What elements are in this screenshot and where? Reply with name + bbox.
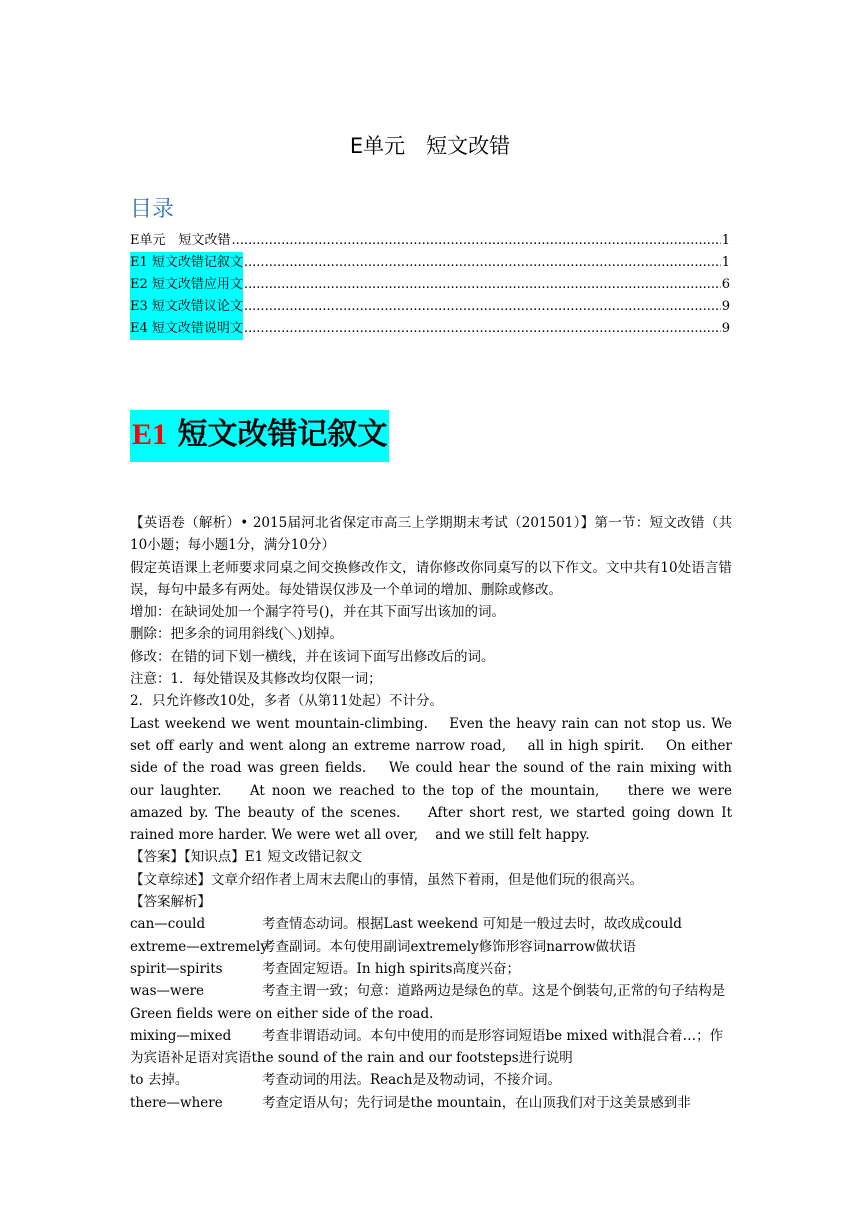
answer-item: [130, 980, 732, 1025]
toc-leader-dots: [244, 252, 721, 274]
answer-item-text: 考查主谓一致；句意：道路两边是绿色的草。这是个倒装句,正常的句子结构是Green fields were on either side of the road.: [130, 983, 726, 1022]
toc-entry[interactable]: [130, 274, 730, 296]
toc-entry-page: 9: [721, 321, 730, 336]
answer-analysis-heading: 【答案解析】: [130, 894, 211, 911]
toc-leader-dots: [244, 274, 721, 296]
add-rule: 增加：在缺词处加一个漏字符号()，并在其下面写出该加的词。: [130, 604, 506, 621]
toc-leader-dots: [244, 318, 721, 340]
toc-entry[interactable]: [130, 318, 730, 340]
answer-item-key: can—could: [130, 916, 206, 933]
answer-item-text: 考查非谓语动词。本句中使用的而是形容词短语be mixed with混合着…；作为宾语补足语对宾语the sound of the rain and our footsteps进行说明: [130, 1027, 724, 1067]
question-body: [130, 512, 737, 1114]
toc-leader-dots: [244, 296, 721, 318]
passage: Last weekend we went mountain-climbing. Even the heavy rain can not stop us. We set off early and went along an extreme narrow road, all in high spirit. On either side of the road was green fields. We could hear the sound of the rain mixing with our laughter. At noon we reached to the top of the mountain, there we were amazed by. The beauty of the scenes. After short rest, we started going down It rained more harder. We were wet all over, and we still felt happy.: [130, 715, 737, 844]
answer-item: [130, 1069, 732, 1091]
toc-heading: 目录: [130, 197, 175, 222]
toc-entry[interactable]: [130, 252, 730, 274]
toc-entry-label: E2 短文改错应用文: [130, 274, 243, 296]
answer-item-text: 考查副词。本句使用副词extremely修饰形容词narrow做状语: [262, 938, 637, 955]
answer-item-key: mixing—mixed: [130, 1027, 232, 1044]
answer-item-text: 考查定语从句；先行词是the mountain，在山顶我们对于这美景感到非: [262, 1094, 691, 1111]
toc-entry-label: E4 短文改错说明文: [130, 318, 243, 340]
question-source: 【英语卷（解析）• 2015届河北省保定市高三上学期期末考试（201501）】第一节：短文改错（共10小题；每小题1分，满分10分）: [130, 515, 732, 554]
toc-entry-page: 6: [721, 277, 730, 292]
answer-item-text: 考查动词的用法。Reach是及物动词，不接介词。: [262, 1072, 561, 1089]
answer-line: 【答案】【知识点】E1 短文改错记叙文: [130, 849, 362, 866]
answer-item-text: 考查情态动词。根据Last weekend 可知是一般过去时，故改成could: [262, 916, 682, 933]
question-instructions: 假定英语课上老师要求同桌之间交换修改作文，请你修改你同桌写的以下作文。文中共有10处语言错误，每句中最多有两处。每处错误仅涉及一个单词的增加、删除或修改。: [130, 559, 732, 598]
toc-entry-label: E1 短文改错记叙文: [130, 252, 243, 274]
modify-rule: 修改：在错的词下划一横线，并在该词下面写出修改后的词。: [130, 648, 495, 665]
document-title: E单元 短文改错: [349, 134, 511, 158]
answer-summary: 【文章综述】文章介绍作者上周末去爬山的事情，虽然下着雨，但是他们玩的很高兴。: [130, 871, 643, 888]
answer-item: [130, 1092, 732, 1114]
answer-item-key: spirit—spirits: [130, 960, 223, 977]
toc-entry-page: 1: [721, 233, 730, 248]
note-one: 注意：1．每处错误及其修改均仅限一词；: [130, 671, 382, 688]
toc-entry[interactable]: [130, 230, 730, 252]
table-of-contents: [130, 230, 730, 340]
answer-item: [130, 1025, 732, 1070]
section-heading: [130, 410, 389, 462]
toc-entry-page: 1: [721, 255, 730, 270]
toc-leader-dots: [232, 230, 721, 252]
answer-item-key: was—were: [130, 983, 205, 1000]
section-code: E1: [132, 418, 168, 451]
answer-item: [130, 913, 732, 935]
answer-item-text: 考查固定短语。In high spirits高度兴奋；: [262, 960, 520, 977]
answer-item-key: there—where: [130, 1094, 223, 1111]
delete-rule: 删除：把多余的词用斜线(＼)划掉。: [130, 626, 344, 643]
answer-item-key: extreme—extremely: [130, 938, 268, 955]
answer-item: [130, 958, 732, 980]
toc-entry[interactable]: [130, 296, 730, 318]
toc-entry-label: E3 短文改错议论文: [130, 296, 243, 318]
answer-item-key: to 去掉。: [130, 1072, 189, 1089]
toc-entry-label: E单元 短文改错: [130, 233, 231, 248]
answer-item: [130, 936, 732, 958]
note-two: 2．只允许修改10处，多者（从第11处起）不计分。: [130, 693, 443, 710]
section-title: 短文改错记叙文: [177, 417, 388, 452]
toc-entry-page: 9: [721, 299, 730, 314]
